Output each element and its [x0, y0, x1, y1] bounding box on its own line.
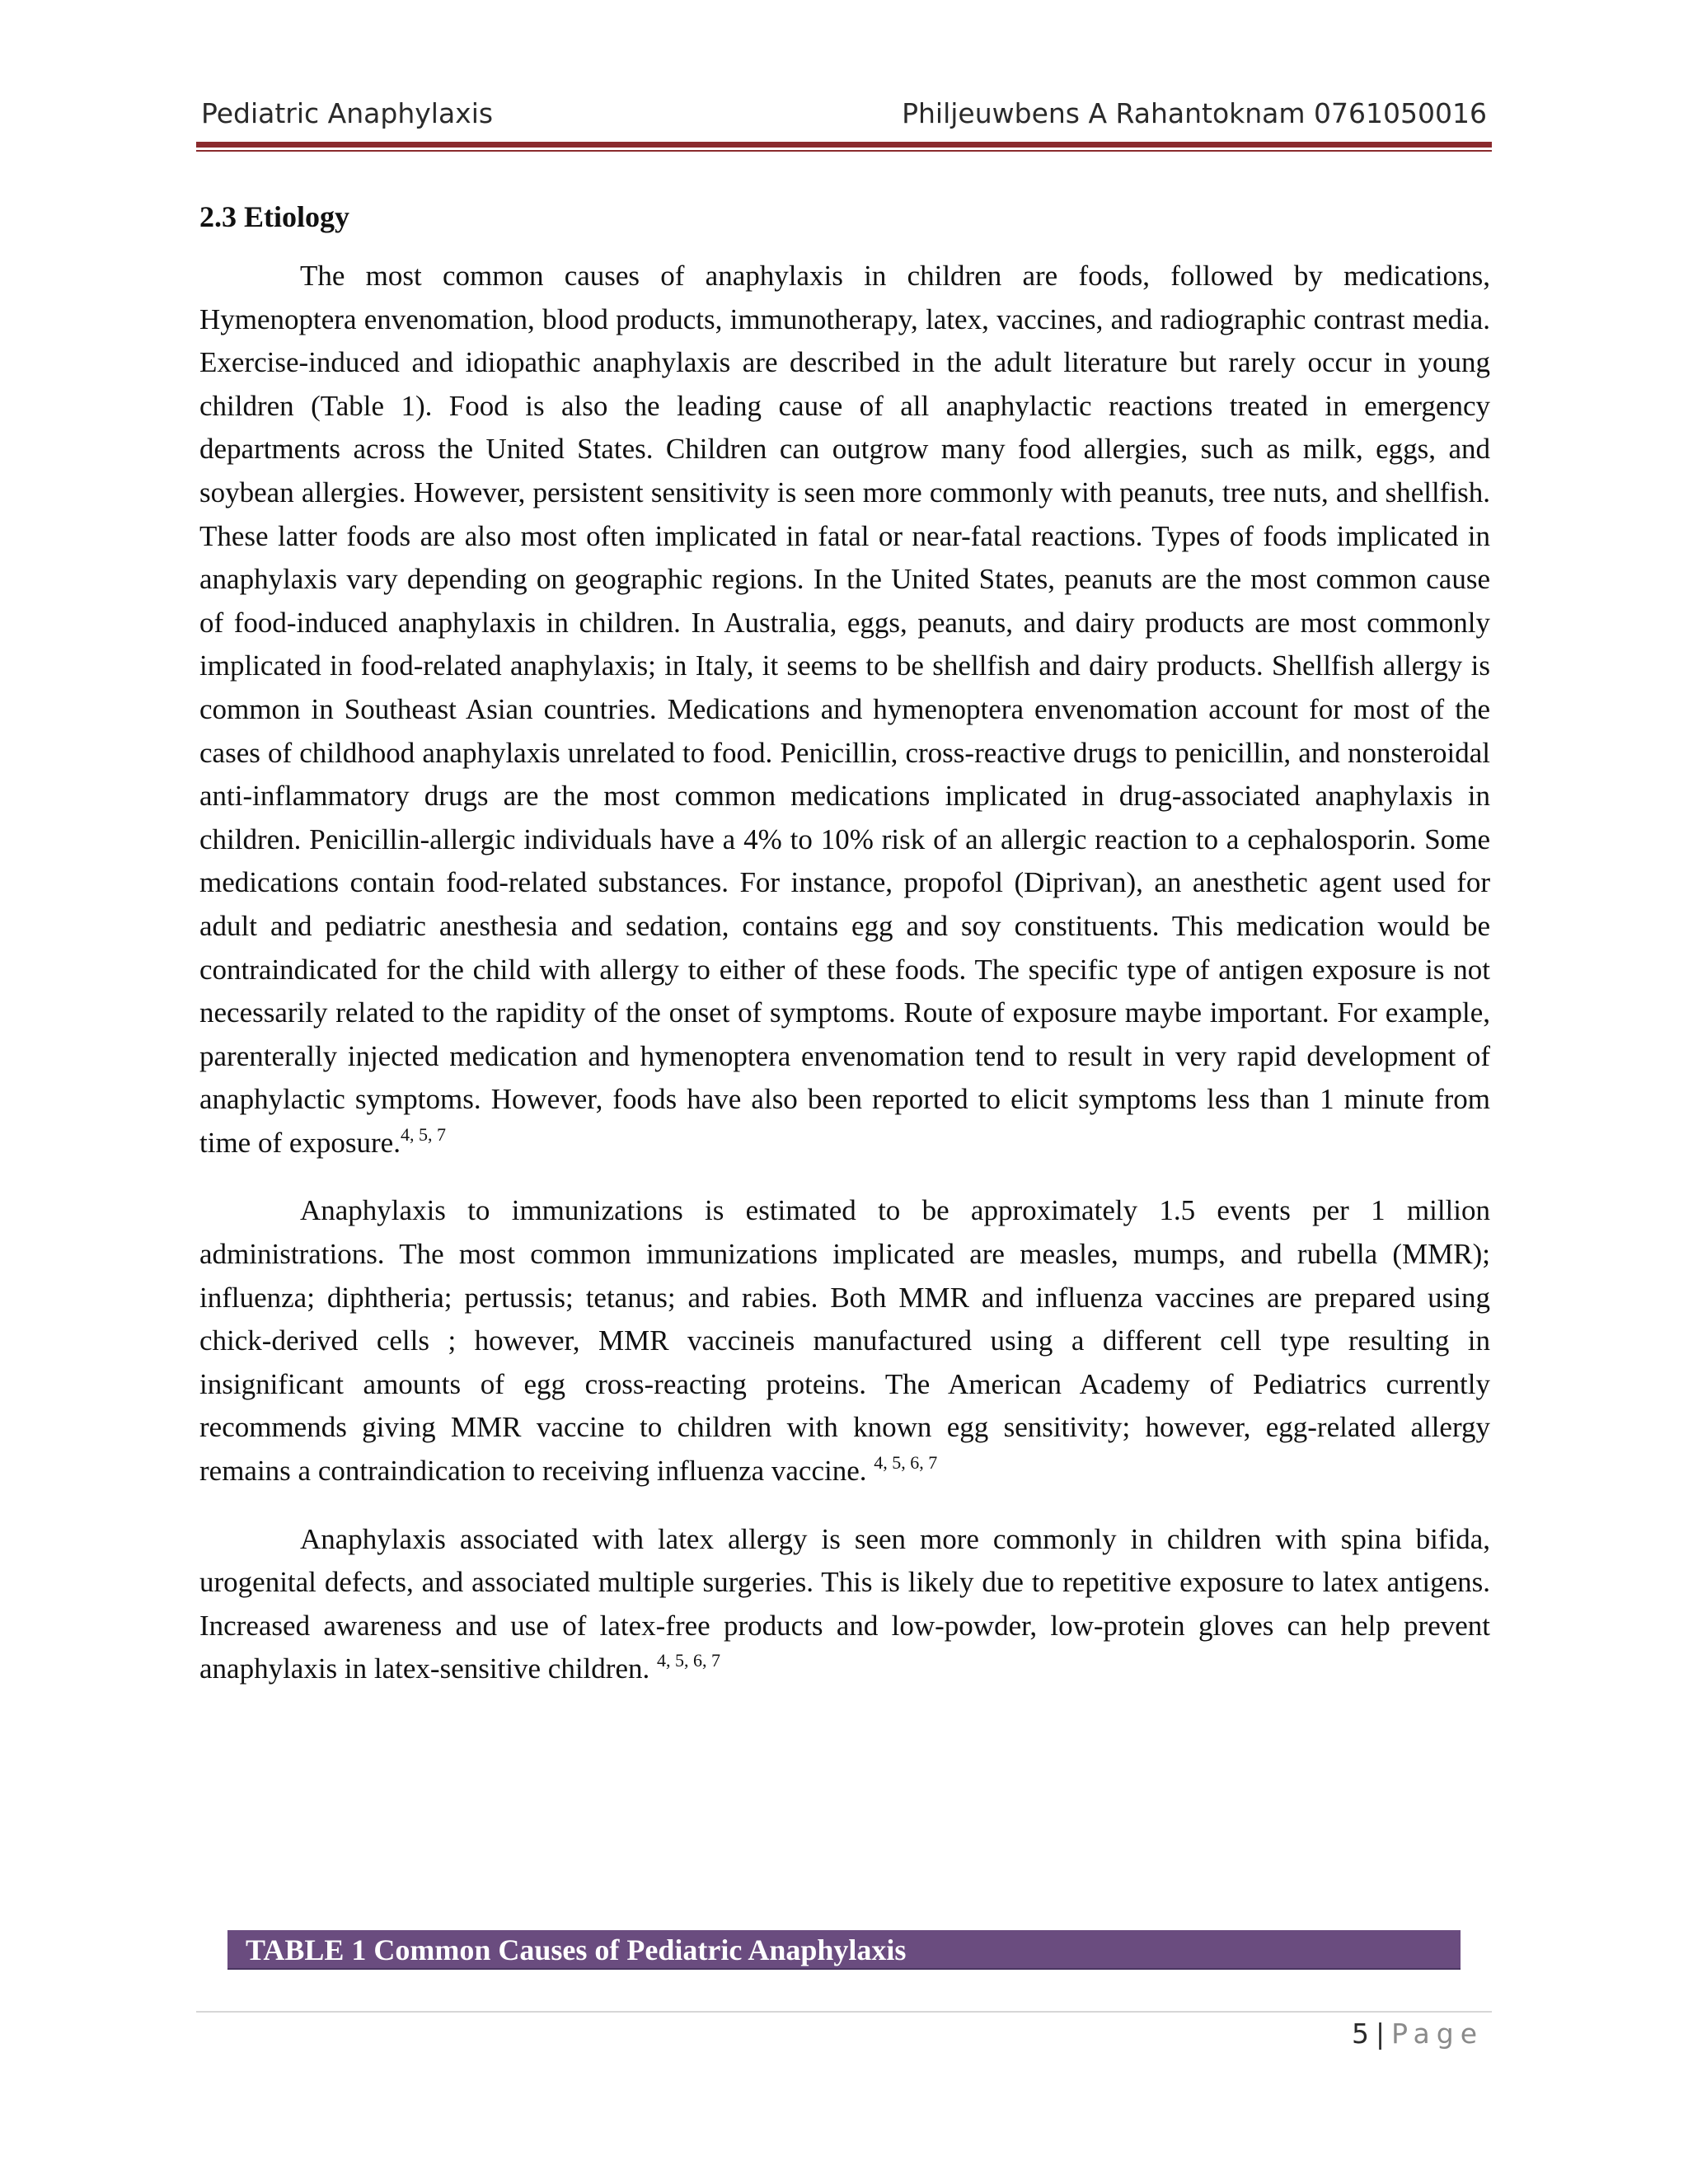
paragraph-immunizations	[199, 1189, 1490, 1493]
page-label: Page	[1391, 2018, 1484, 2050]
header-author-info: Philjeuwbens A Rahantoknam 0761050016	[902, 97, 1487, 129]
paragraph-text: Anaphylaxis associated with latex allergy is seen more commonly in children with spina bifida, urogenital defects, and associated multiple surgeries. This is likely due to repetitive exposure to latex antigens. Increased awareness and use of latex-free products and low-powder, low-protein gloves can help prevent anaphylaxis in latex-sensitive children.	[199, 1522, 1490, 1685]
paragraph-etiology	[199, 255, 1490, 1165]
table-caption: TABLE 1 Common Causes of Pediatric Anaphylaxis	[227, 1930, 1461, 1970]
paragraph-text: Anaphylaxis to immunizations is estimated to be approximately 1.5 events per 1 million administrations. The most common immunizations implicated are measles, mumps, and rubella (MMR); influenza; diphtheria; pertussis; tetanus; and rabies. Both MMR and influenza vaccines are prepared using chick-derived cells ; however, MMR vaccineis manufactured using a different cell type resulting in insignificant amounts of egg cross-reacting proteins. The American Academy of Pediatrics currently recommends giving MMR vaccine to children with known egg sensitivity; however, egg-related allergy remains a contraindication to receiving influenza vaccine.	[199, 1194, 1490, 1488]
page-header	[201, 97, 1487, 138]
page-footer	[1352, 2018, 1484, 2050]
header-rule-thick	[196, 142, 1492, 148]
page-number: 5	[1351, 2018, 1369, 2050]
footer-separator: |	[1375, 2018, 1386, 2050]
citation-refs: 4, 5, 6, 7	[656, 1650, 720, 1671]
header-rule-thin	[196, 150, 1492, 152]
citation-refs: 4, 5, 6, 7	[874, 1452, 938, 1474]
footer-rule	[196, 2011, 1492, 2013]
citation-refs: 4, 5, 7	[400, 1123, 446, 1145]
section-heading: 2.3 Etiology	[199, 200, 350, 233]
header-document-title: Pediatric Anaphylaxis	[201, 97, 494, 129]
page-body	[199, 194, 1490, 1716]
paragraph-latex	[199, 1518, 1490, 1691]
paragraph-text: The most common causes of anaphylaxis in children are foods, followed by medications, Hymenoptera envenomation, blood products, immunotherapy, latex, vaccines, and radiographic contrast media. Exercise-induced and idiopathic anaphylaxis are described in the adult literature but rarely occur in young children (Table 1). Food is also the leading cause of all anaphylactic reactions treated in emergency departments across the United States. Children can outgrow many food allergies, such as milk, eggs, and soybean allergies. However, persistent sensitivity is seen more commonly with peanuts, tree nuts, and shellfish. These latter foods are also most often implicated in fatal or near-fatal reactions. Types of foods implicated in anaphylaxis vary depending on geographic regions. In the United States, peanuts are the most common cause of food-induced anaphylaxis in children. In Australia, eggs, peanuts, and dairy products are most commonly implicated in food-related anaphylaxis; in Italy, it seems to be shellfish and dairy products. Shellfish allergy is common in Southeast Asian countries. Medications and hymenoptera envenomation account for most of the cases of childhood anaphylaxis unrelated to food. Penicillin, cross-reactive drugs to penicillin, and nonsteroidal anti-inflammatory drugs are the most common medications implicated in drug-associated anaphylaxis in children. Penicillin-allergic individuals have a 4% to 10% risk of an allergic reaction to a cephalosporin. Some medications contain food-related substances. For instance, propofol (Diprivan), an anesthetic agent used for adult and pediatric anesthesia and sedation, contains egg and soy constituents. This medication would be contraindicated for the child with allergy to either of these foods. The specific type of antigen exposure is not necessarily related to the rapidity of the onset of symptoms. Route of exposure maybe important. For example, parenterally injected medication and hymenoptera envenomation tend to result in very rapid development of anaphylactic symptoms. However, foods have also been reported to elicit symptoms less than 1 minute from time of exposure.	[199, 260, 1490, 1159]
